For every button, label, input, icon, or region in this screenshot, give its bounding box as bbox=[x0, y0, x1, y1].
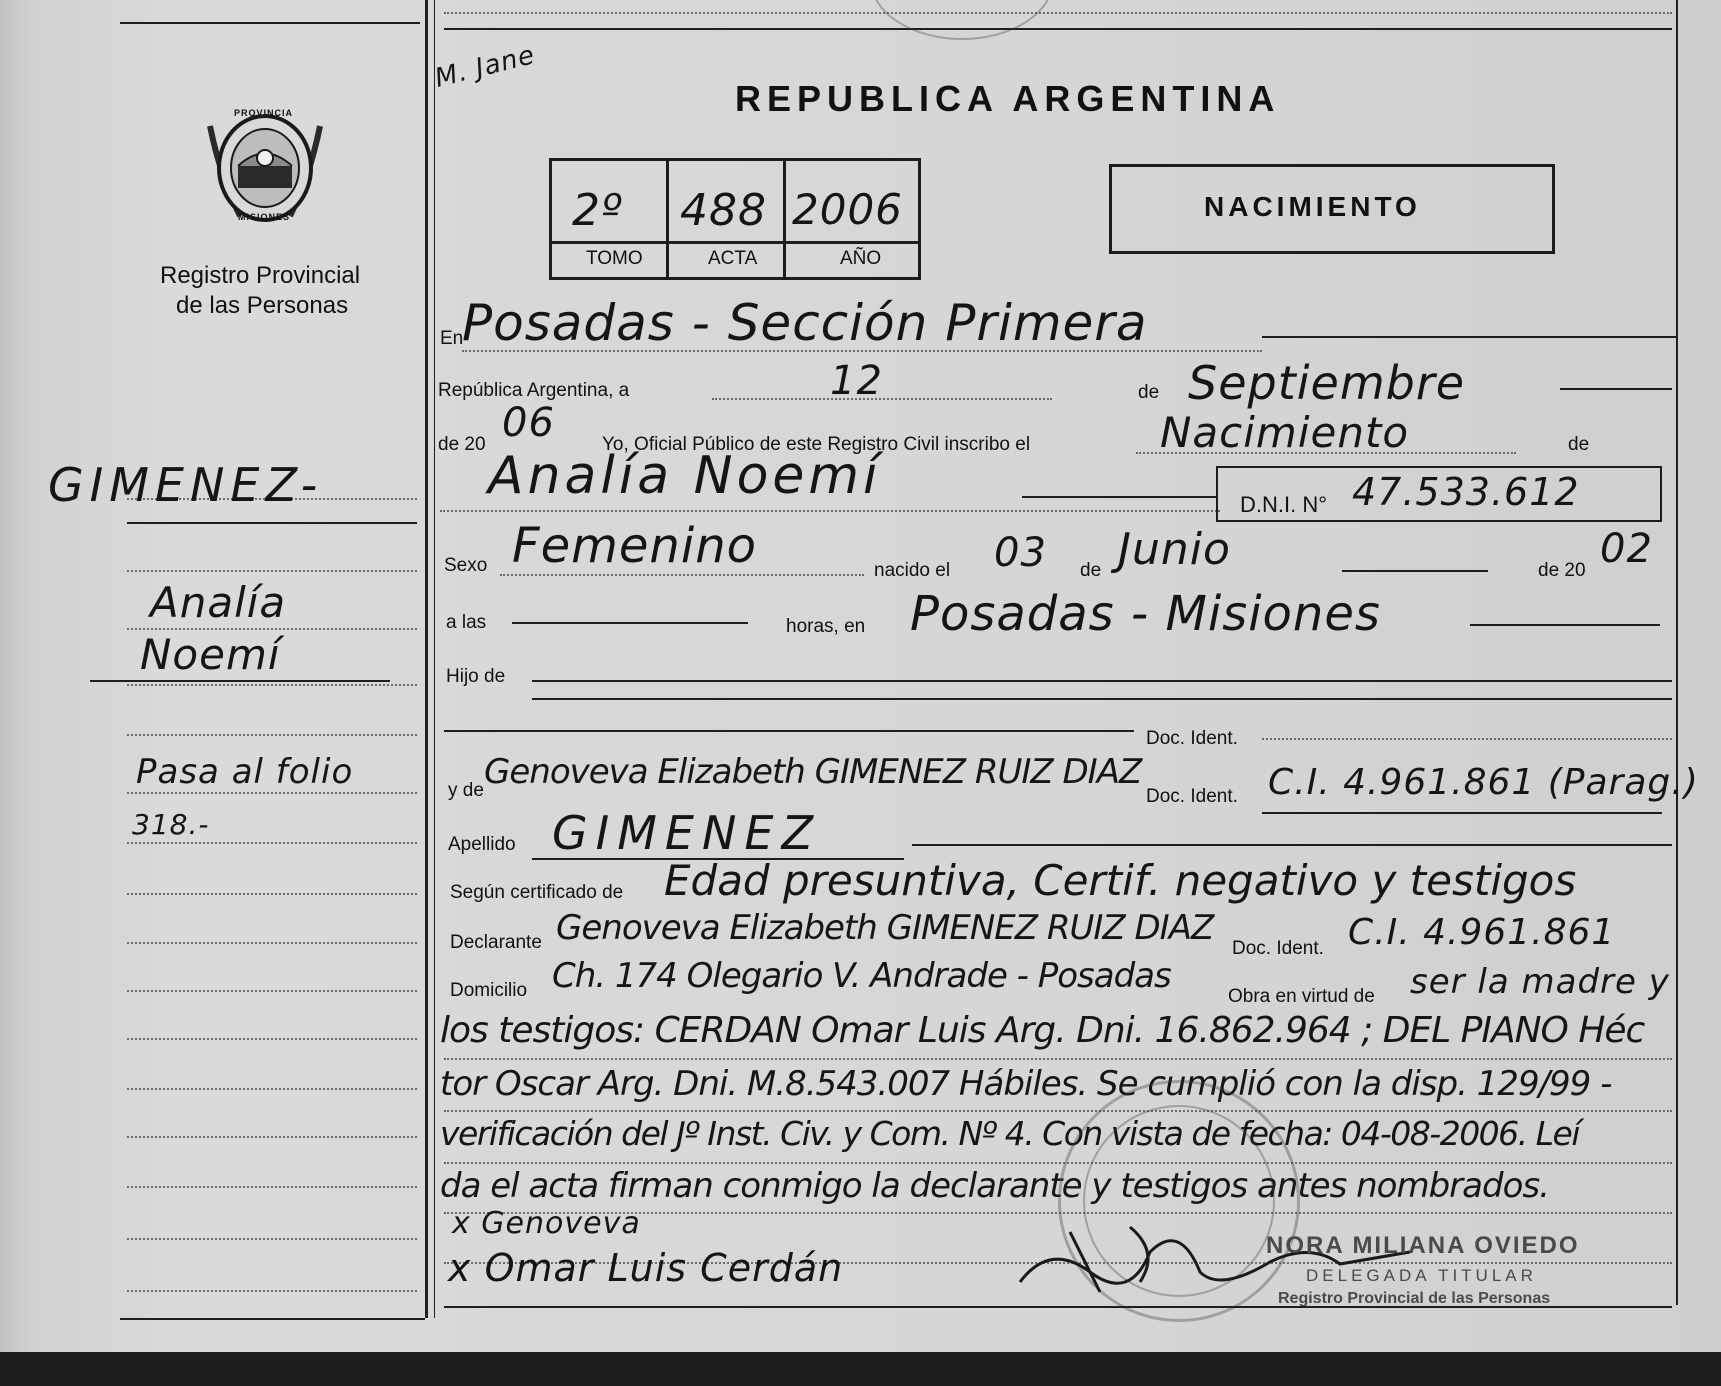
emblem-bottom-text: MISIONES bbox=[238, 212, 291, 222]
hijo-line bbox=[532, 680, 1672, 682]
text-line-1: los testigos: CERDAN Omar Luis Arg. Dni. 16.862.964 ; DEL PIANO Héc bbox=[440, 1010, 1645, 1051]
month-value: Septiembre bbox=[1188, 356, 1466, 410]
obra-value: ser la madre y bbox=[1410, 962, 1670, 1002]
name-value: Analía Noemí bbox=[488, 446, 882, 506]
emblem-top-text: PROVINCIA bbox=[234, 108, 294, 118]
birth-day-value: 03 bbox=[994, 530, 1047, 576]
left-rule bbox=[127, 1038, 417, 1040]
de-label: de bbox=[1138, 382, 1160, 403]
sidebar-surname: GIMENEZ- bbox=[48, 458, 324, 512]
margin-initials: M. Jane bbox=[431, 40, 539, 94]
left-bottom-rule bbox=[120, 1318, 425, 1320]
signature-1: x Genoveva bbox=[452, 1206, 641, 1241]
en-label: En bbox=[440, 328, 464, 349]
left-rule bbox=[127, 734, 417, 736]
de-label2: de bbox=[1568, 434, 1590, 455]
mother-value: Genoveva Elizabeth GIMENEZ RUIZ DIAZ bbox=[484, 752, 1142, 792]
de-label3: de bbox=[1080, 560, 1102, 581]
record-type-box bbox=[1109, 164, 1555, 254]
horas-label: horas, en bbox=[786, 616, 866, 637]
birth-year-prefix-label: de 20 bbox=[1538, 560, 1586, 581]
text-rule-1 bbox=[444, 1058, 1672, 1060]
bottom-rule bbox=[444, 1306, 1672, 1308]
province-emblem-icon bbox=[200, 96, 330, 236]
birthplace-line bbox=[1470, 624, 1660, 626]
dni-label: D.N.I. N° bbox=[1240, 492, 1328, 517]
alas-line bbox=[512, 622, 748, 624]
officer-stamp-name: NORA MILIANA OVIEDO bbox=[1266, 1232, 1580, 1259]
register-reference-table bbox=[549, 158, 921, 280]
segun-label: Según certificado de bbox=[450, 882, 624, 903]
text-line-4: da el acta firman conmigo la declarante y testigos antes nombrados. bbox=[440, 1166, 1549, 1206]
hijo-line2 bbox=[532, 698, 1672, 700]
anio-label: AÑO bbox=[840, 248, 882, 269]
declarante-label: Declarante bbox=[450, 932, 542, 953]
apellido-line bbox=[912, 844, 1672, 846]
nacido-label: nacido el bbox=[874, 560, 951, 581]
year-value: 06 bbox=[502, 400, 555, 446]
mother-line bbox=[1262, 812, 1662, 814]
left-rule bbox=[127, 1088, 417, 1090]
apellido-value: GIMENEZ bbox=[552, 806, 821, 860]
inscribo-dots bbox=[1136, 452, 1516, 454]
registry-name-line1: Registro Provincial bbox=[160, 262, 361, 289]
yde-label: y de bbox=[448, 780, 484, 801]
sidebar-note-line2: 318.- bbox=[132, 808, 210, 841]
country-heading: REPUBLICA ARGENTINA bbox=[735, 78, 1281, 119]
left-rule bbox=[127, 1290, 417, 1292]
doc-ident-line bbox=[444, 730, 1134, 732]
doc-ident-dots bbox=[1262, 738, 1672, 740]
year-prefix-label: de 20 bbox=[438, 434, 486, 455]
signature-2: x Omar Luis Cerdán bbox=[448, 1246, 844, 1290]
doc-ident-label1: Doc. Ident. bbox=[1146, 728, 1238, 749]
obra-label: Obra en virtud de bbox=[1228, 986, 1375, 1007]
doc-ident-label2: Doc. Ident. bbox=[1146, 786, 1238, 807]
en-value: Posadas - Sección Primera bbox=[462, 294, 1148, 352]
hijo-label: Hijo de bbox=[446, 666, 506, 687]
left-rule bbox=[127, 893, 417, 895]
dni-box bbox=[1216, 466, 1662, 522]
name-line bbox=[1022, 496, 1216, 498]
birthplace-value: Posadas - Misiones bbox=[910, 586, 1381, 642]
declarante-value: Genoveva Elizabeth GIMENEZ RUIZ DIAZ bbox=[556, 908, 1214, 948]
yo-label: Yo, Oficial Público de este Registro Civil inscribo el bbox=[602, 434, 1031, 455]
tomo-label: TOMO bbox=[586, 248, 643, 269]
sidebar-given-name-line2: Noemí bbox=[140, 630, 281, 679]
sidebar-note-line1: Pasa al folio bbox=[136, 752, 354, 792]
left-top-rule bbox=[120, 22, 420, 24]
left-rule bbox=[127, 684, 417, 686]
text-line-3: verificación del Jº Inst. Civ. y Com. Nº 4. Con vista de fecha: 04-08-2006. Leí bbox=[440, 1114, 1580, 1153]
table-divider bbox=[552, 241, 918, 244]
mother-doc-value: C.I. 4.961.861 (Parag.) bbox=[1268, 762, 1699, 803]
birth-month-value: Junio bbox=[1118, 524, 1231, 575]
acta-label: ACTA bbox=[708, 248, 758, 269]
record-type: NACIMIENTO bbox=[1204, 191, 1421, 222]
column-divider-inner bbox=[434, 0, 435, 1318]
top-seal-fragment bbox=[870, 0, 1054, 40]
left-rule bbox=[127, 842, 417, 844]
name-underline bbox=[90, 680, 390, 682]
anio-value: 2006 bbox=[792, 185, 903, 234]
left-rule bbox=[127, 942, 417, 944]
day-value: 12 bbox=[830, 358, 883, 404]
en-line bbox=[1262, 336, 1676, 338]
sidebar-given-name-line1: Analía bbox=[150, 578, 287, 627]
left-rule bbox=[127, 792, 417, 794]
top-rule-solid bbox=[444, 28, 1672, 30]
sexo-dots bbox=[500, 574, 864, 576]
text-line-2: tor Oscar Arg. Dni. M.8.543.007 Hábiles. Se cumplió con la disp. 129/99 - bbox=[440, 1064, 1612, 1104]
apellido-label: Apellido bbox=[448, 834, 516, 855]
text-rule-2 bbox=[444, 1110, 1672, 1112]
left-rule bbox=[127, 570, 417, 572]
officer-stamp-title: DELEGADA TITULAR bbox=[1306, 1266, 1537, 1285]
republica-label: República Argentina, a bbox=[438, 380, 630, 401]
left-rule bbox=[127, 522, 417, 524]
top-rule bbox=[444, 12, 1672, 14]
segun-value: Edad presuntiva, Certif. negativo y testigos bbox=[664, 856, 1577, 905]
left-rule bbox=[127, 1186, 417, 1188]
sexo-value: Femenino bbox=[512, 518, 757, 574]
dni-value: 47.533.612 bbox=[1352, 470, 1580, 514]
declarante-doc-value: C.I. 4.961.861 bbox=[1348, 912, 1616, 953]
acta-value: 488 bbox=[680, 185, 767, 236]
registry-name-line2: de las Personas bbox=[176, 292, 349, 319]
left-rule bbox=[127, 1238, 417, 1240]
domicilio-value: Ch. 174 Olegario V. Andrade - Posadas bbox=[552, 956, 1171, 996]
sexo-label: Sexo bbox=[444, 555, 488, 576]
name-dots bbox=[440, 510, 1220, 512]
inscribo-value: Nacimiento bbox=[1160, 408, 1410, 457]
left-rule bbox=[127, 990, 417, 992]
doc-ident-label3: Doc. Ident. bbox=[1232, 938, 1324, 959]
birth-year-value: 02 bbox=[1600, 526, 1653, 572]
right-border bbox=[1676, 0, 1678, 1305]
left-rule bbox=[127, 1136, 417, 1138]
column-divider bbox=[425, 0, 428, 1318]
en-dots bbox=[462, 350, 1262, 352]
alas-label: a las bbox=[446, 612, 487, 633]
text-rule-3 bbox=[444, 1162, 1672, 1164]
tomo-value: 2º bbox=[572, 185, 623, 236]
month-line bbox=[1560, 388, 1672, 390]
officer-stamp-org: Registro Provincial de las Personas bbox=[1278, 1290, 1551, 1307]
domicilio-label: Domicilio bbox=[450, 980, 528, 1001]
birth-month-line bbox=[1342, 570, 1488, 572]
